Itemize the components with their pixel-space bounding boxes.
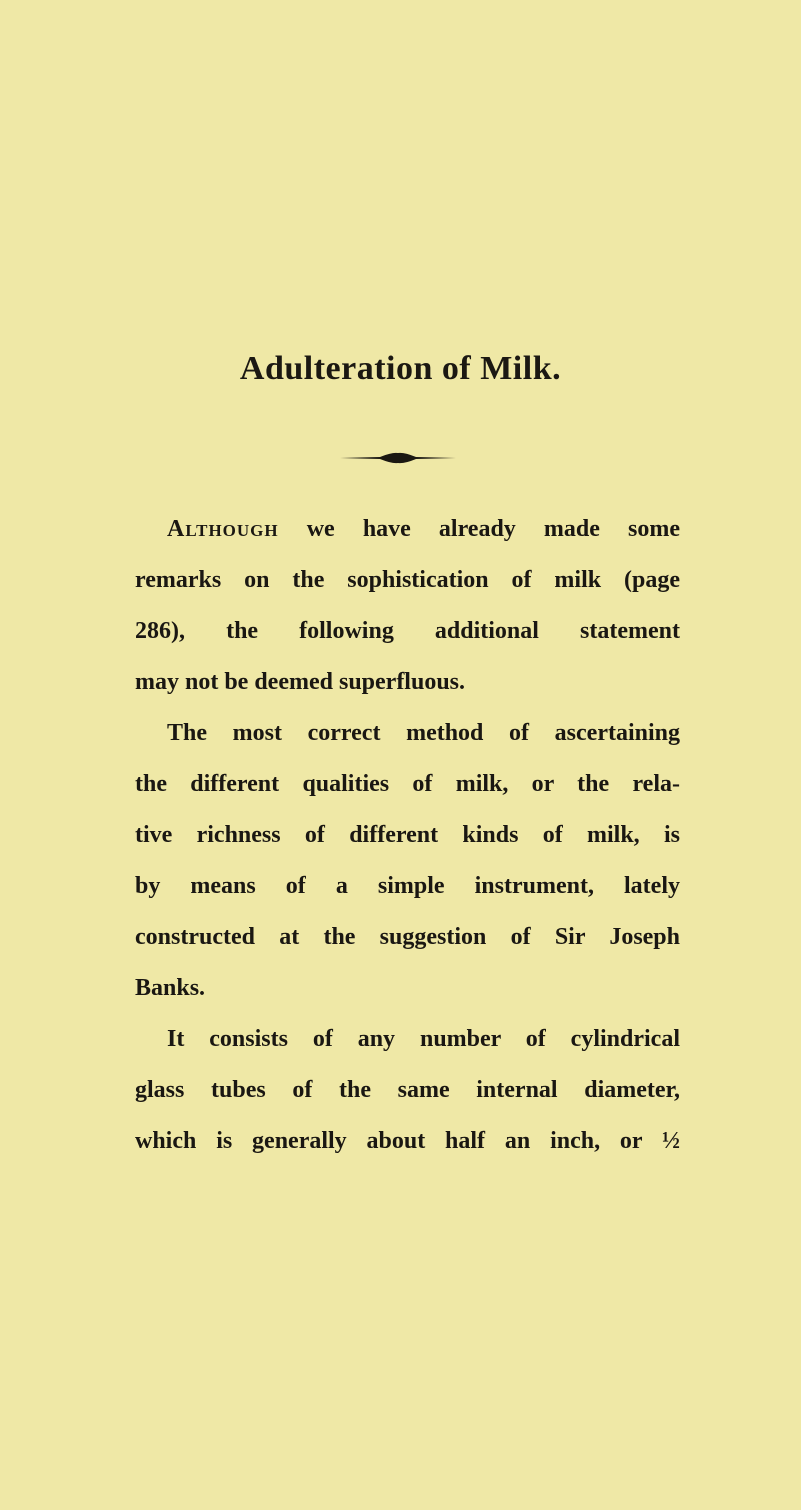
text-line: 286), the following additional statement xyxy=(135,618,680,644)
ornamental-rule xyxy=(340,451,456,465)
text-line: glass tubes of the same internal diameter, xyxy=(135,1077,680,1103)
page-title: Adulteration of Milk. xyxy=(239,350,562,387)
text-line: It consists of any number of cylindrical xyxy=(167,1026,680,1052)
text-line: The most correct method of ascertaining xyxy=(167,720,680,746)
text-line: the different qualities of milk, or the rela- xyxy=(135,771,680,797)
text-line: may not be deemed superfluous. xyxy=(135,669,466,695)
text-line: by means of a simple instrument, lately xyxy=(135,873,680,899)
text-line: Although we have already made some xyxy=(167,516,680,542)
text-line: which is generally about half an inch, or ½ xyxy=(135,1128,680,1154)
body-text xyxy=(135,504,680,1167)
text-line: Banks. xyxy=(135,975,206,1001)
lead-word: Although xyxy=(167,516,279,542)
text-line: remarks on the sophistication of milk (page xyxy=(135,567,680,593)
text-line: constructed at the suggestion of Sir Joseph xyxy=(135,924,680,950)
text-line: tive richness of different kinds of milk, is xyxy=(135,822,680,848)
